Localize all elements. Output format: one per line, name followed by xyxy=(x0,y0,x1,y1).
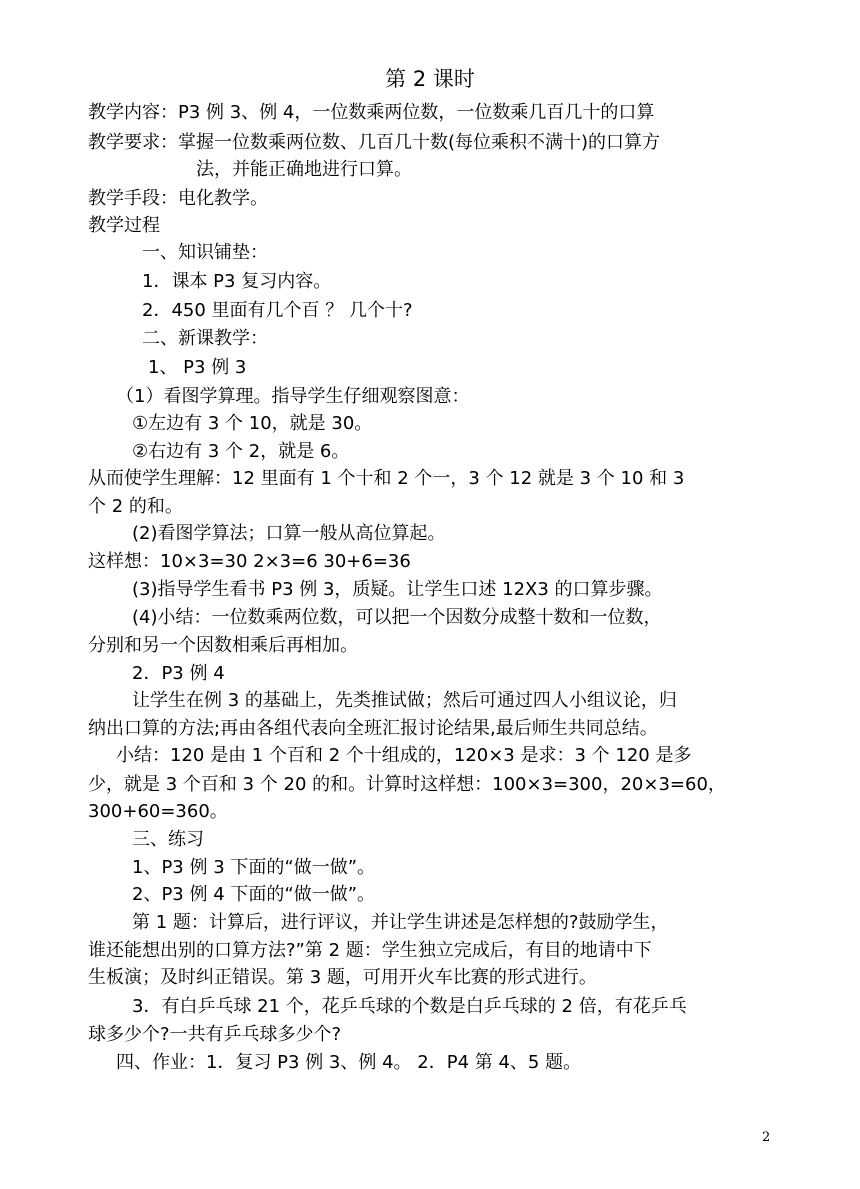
text-line: 谁还能想出别的口算方法?”第 2 题：学生独立完成后，有目的地请中下 xyxy=(88,940,652,961)
text-line: ②右边有 3 个 2，就是 6。 xyxy=(132,441,350,462)
text-line: 300+60=360。 xyxy=(88,801,228,822)
text-line: （1）看图学算理。指导学生仔细观察图意： xyxy=(116,386,470,407)
text-line: 3．有白乒乓球 21 个，花乒乓球的个数是白乒乓球的 2 倍，有花乒乓 xyxy=(132,996,687,1017)
text-line: 2、P3 例 4 下面的“做一做”。 xyxy=(132,884,376,905)
text-line: 2．P3 例 4 xyxy=(132,663,225,684)
text-line: (3)指导学生看书 P3 例 3，质疑。让学生口述 12X3 的口算步骤。 xyxy=(132,579,663,600)
text-line: 1、 P3 例 3 xyxy=(148,357,247,378)
text-line: 法，并能正确地进行口算。 xyxy=(196,159,412,180)
text-line: 从而使学生理解：12 里面有 1 个十和 2 个一，3 个 12 就是 3 个 10 和 3 xyxy=(88,468,685,489)
text-line: 一、知识铺垫： xyxy=(142,242,268,263)
page-title: 第 2 课时 xyxy=(385,67,475,91)
text-line: 2．450 里面有几个百 ？ 几个十? xyxy=(142,300,413,321)
text-line: 纳出口算的方法;再由各组代表向全班汇报讨论结果,最后师生共同总结。 xyxy=(88,718,658,739)
text-line: 教学过程 xyxy=(88,215,160,236)
text-line: 教学要求：掌握一位数乘两位数、几百几十数(每位乘积不满十)的口算方 xyxy=(88,132,661,153)
text-line: 个 2 的和。 xyxy=(88,496,183,517)
text-line: 让学生在例 3 的基础上，先类推试做；然后可通过四人小组议论，归 xyxy=(132,690,677,711)
text-line: 三、练习 xyxy=(132,829,204,850)
text-line: 生板演；及时纠正错误。第 3 题，可用开火车比赛的形式进行。 xyxy=(88,967,597,988)
text-line: 小结：120 是由 1 个百和 2 个十组成的，120×3 是求：3 个 120 是多 xyxy=(116,745,692,766)
text-line: 1．课本 P3 复习内容。 xyxy=(142,271,332,292)
text-line: 二、新课教学： xyxy=(142,328,268,349)
text-line: 四、作业：1．复习 P3 例 3、例 4。 2．P4 第 4、5 题。 xyxy=(116,1052,582,1073)
text-line: ①左边有 3 个 10，就是 30。 xyxy=(132,413,373,434)
text-line: 教学手段：电化教学。 xyxy=(88,188,268,209)
text-line: (4)小结：一位数乘两位数，可以把一个因数分成整十数和一位数， xyxy=(132,607,662,628)
page-number: 2 xyxy=(762,1130,771,1145)
text-line: 教学内容：P3 例 3、例 4，一位数乘两位数，一位数乘几百几十的口算 xyxy=(88,102,655,123)
text-line: 分别和另一个因数相乘后再相加。 xyxy=(88,635,358,656)
text-line: 这样想：10×3=30 2×3=6 30+6=36 xyxy=(88,551,411,572)
text-line: 少，就是 3 个百和 3 个 20 的和。计算时这样想：100×3=300，20×3=60， xyxy=(88,774,726,795)
text-line: 球多少个?一共有乒乓球多少个? xyxy=(88,1024,342,1045)
text-line: 1、P3 例 3 下面的“做一做”。 xyxy=(132,857,376,878)
text-line: (2)看图学算法；口算一般从高位算起。 xyxy=(132,523,446,544)
text-line: 第 1 题：计算后，进行评议，并让学生讲述是怎样想的?鼓励学生， xyxy=(132,912,669,933)
